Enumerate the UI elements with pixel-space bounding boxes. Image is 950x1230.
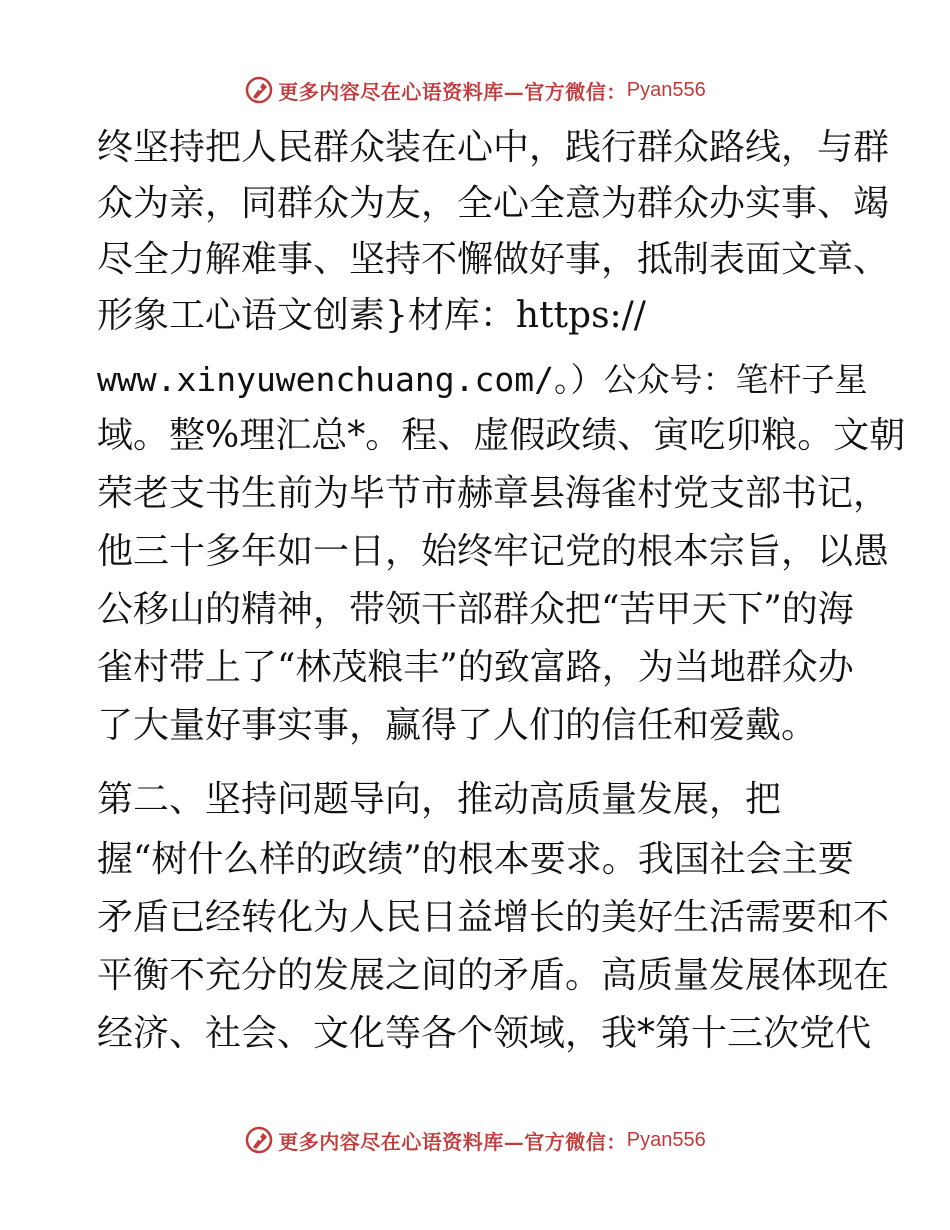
header-banner-text: 更多内容尽在心语资料库—官方微信：: [278, 79, 627, 104]
body-line: 雀村带上了“林茂粮丰”的致富路，为当地群众办: [97, 647, 854, 688]
body-line: 众为亲，同群众为友，全心全意为群众办实事、竭: [97, 183, 890, 224]
body-line: 握“树什么样的政绩”的根本要求。我国社会主要: [97, 839, 854, 880]
header-watermark-banner: [0, 70, 950, 110]
body-line: 终坚持把人民群众装在心中，践行群众路线，与群: [97, 127, 890, 168]
body-line: 公移山的精神，带领干部群众把“苦甲天下”的海: [97, 589, 854, 630]
body-line: 平衡不充分的发展之间的矛盾。高质量发展体现在: [97, 955, 890, 996]
body-line: 他三十多年如一日，始终牢记党的根本宗旨，以愚: [97, 531, 890, 572]
header-banner-handle: Pyan556: [626, 78, 706, 101]
body-line: 了大量好事实事，赢得了人们的信任和爱戴。: [97, 705, 818, 746]
footer-watermark-banner: [0, 1120, 950, 1160]
body-line: 形象工心语文创素}材库：https://: [97, 295, 646, 336]
body-line: 经济、社会、文化等各个领域，我*第十三次党代: [97, 1013, 872, 1054]
body-line-url: www.xinyuwenchuang.com/。）公众号：笔杆子星: [97, 360, 868, 399]
footer-banner-handle: Pyan556: [626, 1128, 706, 1151]
body-line: 矛盾已经转化为人民日益增长的美好生活需要和不: [97, 897, 890, 938]
footer-banner-text: 更多内容尽在心语资料库—官方微信：: [278, 1129, 627, 1154]
body-line: 域。整%理汇总*。程、虚假政绩、寅吃卯粮。文朝: [97, 415, 906, 456]
pen-nib-logo-icon: [244, 1125, 274, 1155]
body-line: 尽全力解难事、坚持不懈做好事，抵制表面文章、: [97, 239, 890, 280]
section-heading-line: 第二、坚持问题导向，推动高质量发展，把: [97, 779, 782, 820]
pen-nib-logo-icon: [244, 75, 274, 105]
body-line: 荣老支书生前为毕节市赫章县海雀村党支部书记，: [97, 473, 890, 514]
